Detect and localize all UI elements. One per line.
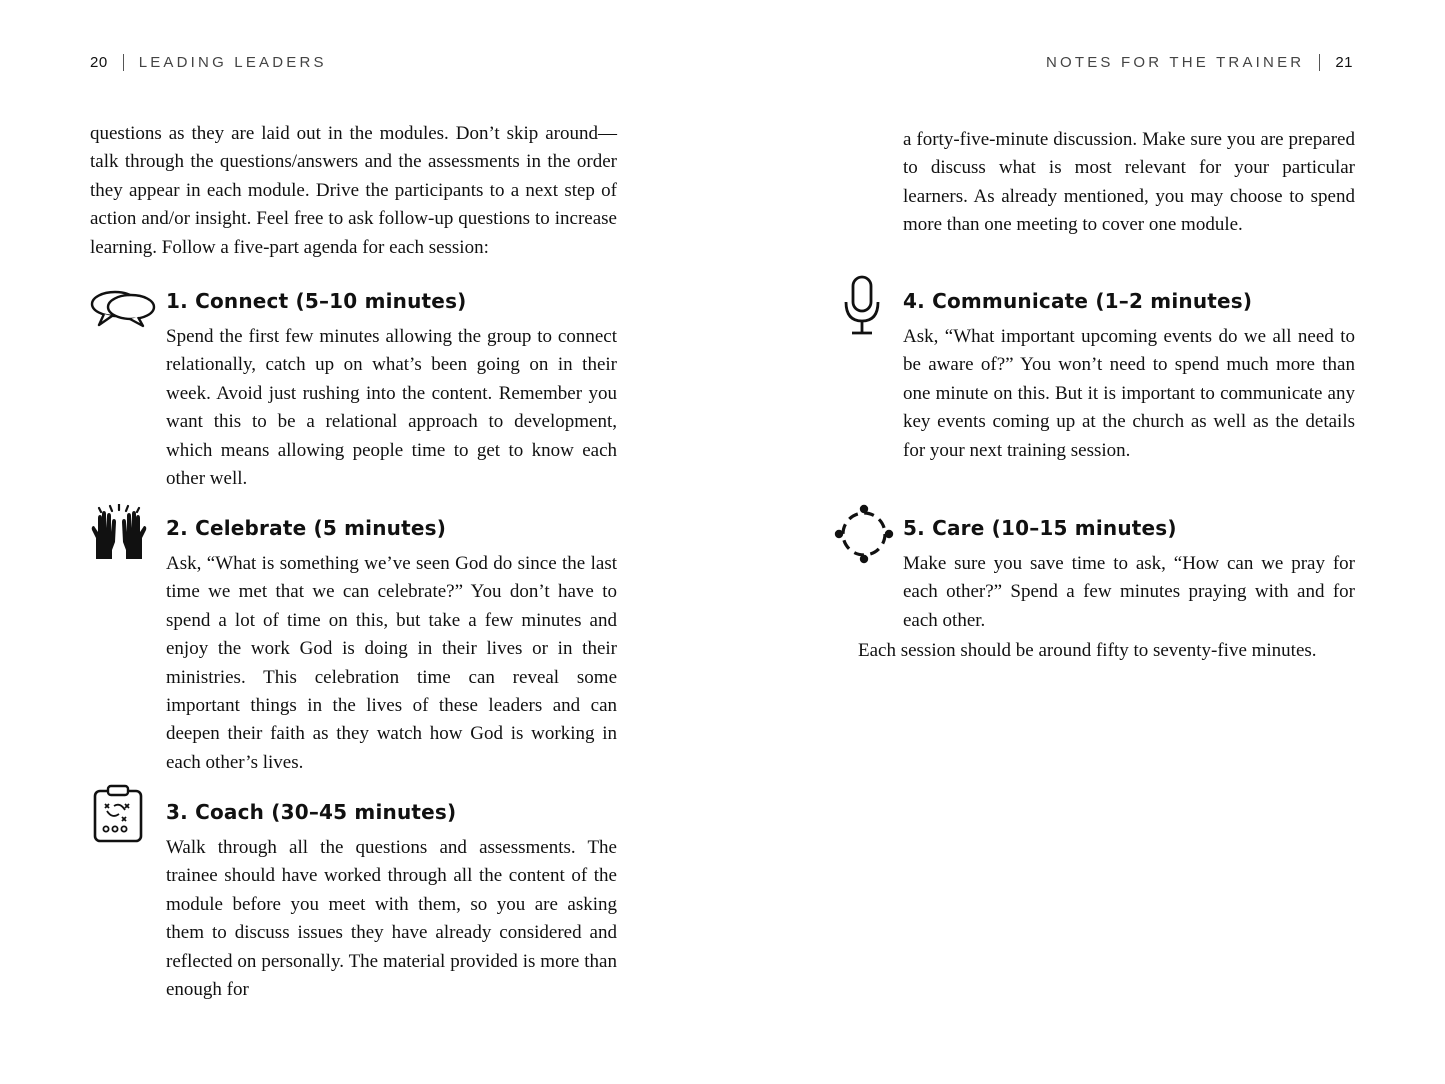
section-body-coach: Walk through all the questions and assessments. The trainee should have worked through all the content of the module before you meet with them, so you are asking them to discuss issues they have already considered and reflected on personally. The material provided is more than enough for: [166, 837, 617, 1001]
section-coach: [90, 800, 617, 1001]
section-connect: [90, 289, 617, 490]
continuation-paragraph: a forty-five-minute discussion. Make sure you are prepared to discuss what is most relevant for your particular learners. As already mentioned, you may choose to spend more than one meeting to cover one module.: [903, 129, 1355, 236]
left-running-head-title: LEADING LEADERS: [138, 54, 327, 71]
section-heading-connect: 1. Connect (5–10 minutes): [166, 289, 467, 313]
closing-paragraph: Each session should be around fifty to seventy-five minutes.: [858, 640, 1317, 661]
microphone-icon: [842, 275, 884, 337]
header-separator: [1319, 54, 1320, 71]
left-page: [0, 0, 722, 1084]
section-body-communicate: Ask, “What important upcoming events do we all need to be aware of?” You won’t need to spend much more than one minute on this. But it is important to communicate any key events coming up at the church as well as the details for your next training session.: [903, 326, 1355, 461]
section-heading-care: 5. Care (10–15 minutes): [903, 516, 1177, 540]
circle-of-people-icon: [834, 504, 894, 564]
section-body-care: Make sure you save time to ask, “How can we pray for each other?” Spend a few minutes praying with and for each other.: [903, 553, 1355, 631]
section-heading-celebrate: 2. Celebrate (5 minutes): [166, 516, 447, 540]
section-care: [834, 516, 1355, 631]
section-communicate: [834, 289, 1355, 469]
left-page-number: 20: [90, 54, 108, 71]
right-running-header: [1046, 54, 1353, 71]
section-body-connect: Spend the first few minutes allowing the group to connect relationally, catch up on what’s been going on in their week. Avoid just rushing into the content. Remember you want this to be a relational approach to development, which means allowing people time to get to know each other well.: [166, 326, 617, 490]
section-heading-communicate: 4. Communicate (1–2 minutes): [903, 289, 1253, 313]
section-heading-coach: 3. Coach (30–45 minutes): [166, 800, 457, 824]
section-celebrate: [90, 516, 617, 773]
section-body-celebrate: Ask, “What is something we’ve seen God do since the last time we met that we can celebrate?” You don’t have to spend a lot of time on this, but take a few minutes and enjoy the work God is doing in their lives or in their ministries. This celebration time can reveal some important things in the lives of these leaders and can deepen their faith as they watch how God is working in each other’s lives.: [166, 553, 617, 773]
clipboard-playbook-icon: [92, 784, 144, 844]
right-page: [722, 0, 1445, 1084]
right-page-number: 21: [1335, 54, 1353, 71]
intro-paragraph: questions as they are laid out in the modules. Don’t skip around—talk through the questions/answers and the assessments in the order they appear in each module. Drive the participants to a next step of action and/or insight. Feel free to ask follow-up questions to increase learning. Follow a five-part agenda for each session:: [90, 123, 617, 258]
right-running-head-title: NOTES FOR THE TRAINER: [1045, 54, 1305, 71]
left-running-header: [90, 54, 327, 71]
speech-bubbles-icon: [90, 289, 156, 331]
raised-hands-icon: [90, 504, 148, 562]
header-separator: [123, 54, 124, 71]
